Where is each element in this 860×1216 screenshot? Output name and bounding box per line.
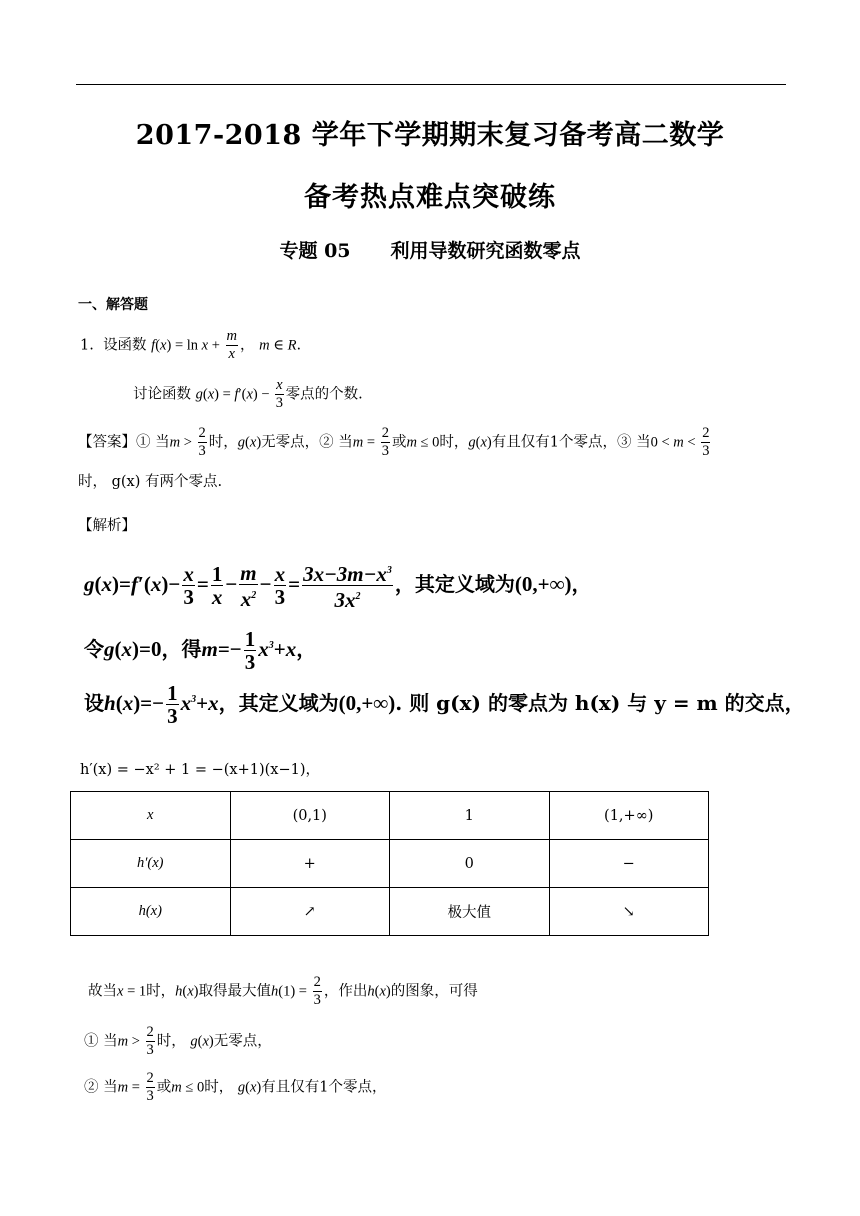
table-cell: 1: [390, 792, 550, 840]
table-cell: (0,1): [230, 792, 390, 840]
line3-suffix: . 则 g(x) 的零点为 h(x) 与 y = m 的交点，: [395, 691, 805, 715]
header-rule: [76, 84, 786, 85]
problem-question: 讨论函数 g(x) = f′(x) − $\frac{x}{3}$ 零点的个数.: [133, 377, 363, 411]
conclusion-c: 取得最大值: [198, 983, 271, 1000]
hprime-line: h′(x) = −x² + 1 = −(x+1)(x−1)，: [80, 762, 320, 778]
problem-number: 1.: [80, 337, 94, 354]
section-heading: 一、解答题: [78, 297, 148, 313]
conclusion-b: 时，: [146, 983, 176, 1000]
table-cell: ↘: [549, 888, 709, 936]
question-prefix: 讨论函数: [133, 386, 191, 403]
title-main: 2017-2018 学年下学期期末复习备考高二数学: [135, 120, 725, 151]
analysis-line-1: g(x)=f′(x)− $\frac{x}{3}$ = $\frac{1}{x}$ − $\frac{m}{x^2}$ − $\frac{x}{3}$ = $\frac{3x-3m-x^3}{3x^2}$ ，其定义域为(0,+∞)，: [84, 560, 592, 612]
line2-mid: ，得: [161, 637, 202, 661]
title-sub: 备考热点难点突破练: [304, 182, 556, 213]
answer-label: 【答案】: [78, 434, 136, 451]
line3-prefix: 设: [84, 691, 104, 715]
line2-prefix: 令: [84, 637, 104, 661]
case-1: ① 当m > $\frac{2}{3}$ 时， g(x)无零点，: [84, 1024, 272, 1058]
answer-line-2: 时， g(x) 有两个零点.: [78, 474, 223, 490]
case-2: ② 当m = $\frac{2}{3}$ 或m ≤ 0时， g(x)有且仅有1个零点，: [84, 1070, 387, 1104]
analysis-line-2: 令g(x)=0，得m=− $\frac{1}{3}$ $x^3+x$，: [84, 627, 317, 674]
table-cell: 极大值: [390, 888, 550, 936]
conclusion-e: 的图象，可得: [390, 983, 478, 1000]
question-suffix: 零点的个数.: [285, 386, 363, 403]
table-cell: +: [230, 840, 390, 888]
answer-line-1: 【答案】① 当m > $\frac{2}{3}$ 时，g(x)无零点，② 当m = $\frac{2}{3}$ 或m ≤ 0时，g(x)有且仅有1个零点，③ 当0 < m < $\frac{2}{3}$: [78, 425, 710, 459]
table-cell: (1,+∞): [549, 792, 709, 840]
table-row: [71, 792, 709, 840]
table-cell: x: [71, 792, 231, 840]
table-cell: −: [549, 840, 709, 888]
conclusion-d: ，作出: [323, 983, 368, 1000]
variation-table: [70, 791, 709, 936]
table-cell: h′(x): [71, 840, 231, 888]
analysis-label: 【解析】: [78, 518, 136, 534]
table-cell: h(x): [71, 888, 231, 936]
conclusion-a: 故当: [88, 983, 117, 1000]
table-row: [71, 840, 709, 888]
problem-intro: 设函数: [103, 337, 147, 354]
topic-number: 专题 05: [279, 240, 351, 262]
table-cell: ↗: [230, 888, 390, 936]
conclusion-line: 故当x = 1时，h(x)取得最大值h(1) = $\frac{2}{3}$ ，作出h(x)的图象，可得: [88, 974, 478, 1008]
line3-mid: ，其定义域为: [218, 691, 339, 715]
topic-name: 利用导数研究函数零点: [390, 240, 581, 262]
table-cell: 0: [390, 840, 550, 888]
analysis-line-3: 设h(x)=− $\frac{1}{3}$ $x^3+x$，其定义域为(0,+∞). 则 g(x) 的零点为 h(x) 与 y = m 的交点，: [84, 681, 805, 728]
table-row: [71, 888, 709, 936]
problem-statement: 1. 设函数 f(x) = ln x + $\frac{m}{x}$ ， m ∈ R.: [80, 328, 302, 362]
domain-comment: ，其定义域为: [394, 572, 515, 596]
title-topic: [0, 236, 860, 263]
